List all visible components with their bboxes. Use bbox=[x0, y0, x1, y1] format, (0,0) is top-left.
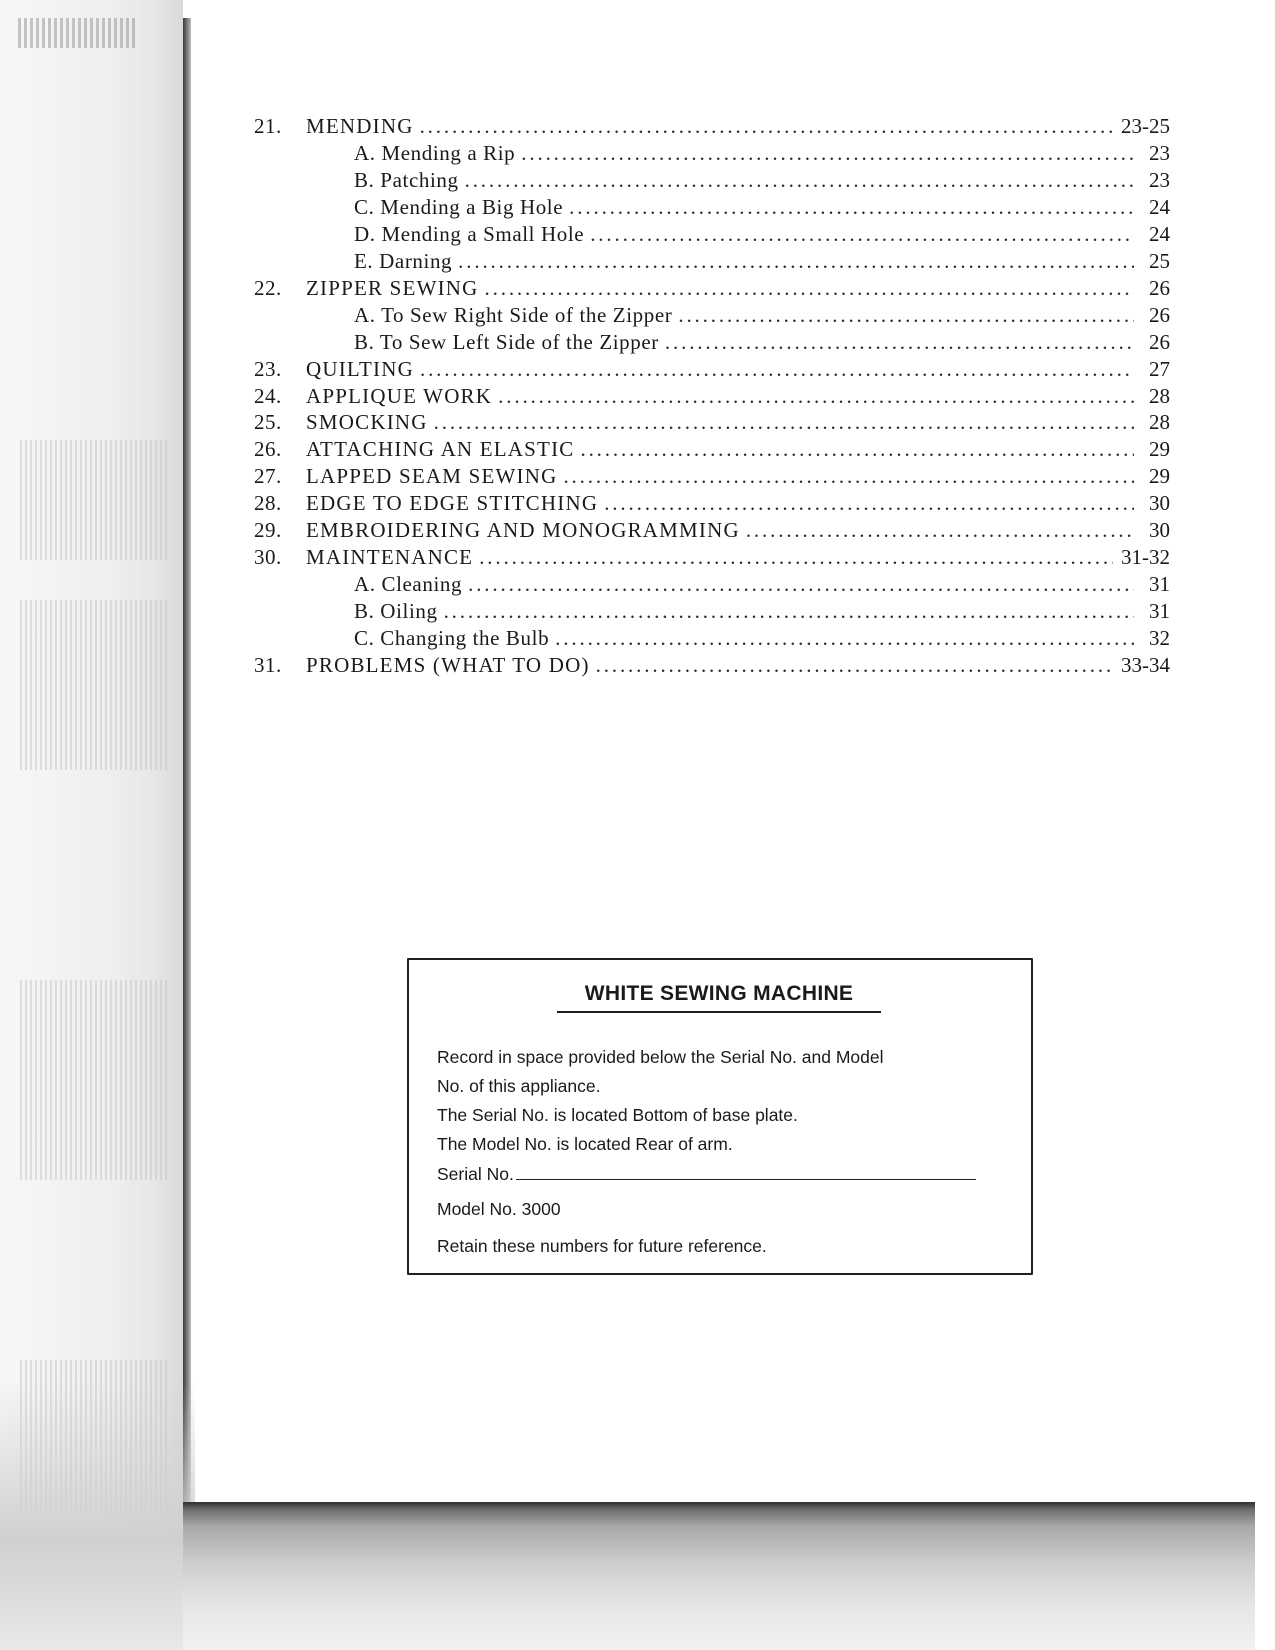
model-location-text: The Model No. is located Rear of arm. bbox=[437, 1134, 733, 1154]
dot-leader bbox=[498, 383, 1134, 410]
dot-leader bbox=[444, 598, 1134, 625]
serial-blank-line bbox=[516, 1163, 976, 1180]
toc-title: E. Darning bbox=[354, 249, 453, 273]
toc-page-number: 24 bbox=[1149, 222, 1170, 246]
dot-leader bbox=[521, 140, 1134, 167]
toc-page-number: 28 bbox=[1149, 410, 1170, 434]
toc-page-number: 33-34 bbox=[1121, 653, 1170, 677]
toc-entry bbox=[254, 409, 1170, 436]
scan-mark bbox=[18, 18, 136, 48]
toc-title: D. Mending a Small Hole bbox=[354, 222, 585, 246]
toc-title: APPLIQUE WORK bbox=[306, 384, 493, 408]
toc-page-number: 23-25 bbox=[1121, 114, 1170, 138]
serial-label: Serial No. bbox=[437, 1164, 514, 1184]
serial-record-box bbox=[407, 958, 1033, 1275]
toc-entry bbox=[354, 248, 1170, 275]
dot-leader bbox=[746, 517, 1134, 544]
toc-entry bbox=[254, 490, 1170, 517]
dot-leader bbox=[555, 625, 1134, 652]
box-title: WHITE SEWING MACHINE bbox=[584, 982, 854, 1005]
toc-number: 25. bbox=[254, 410, 282, 434]
toc-page-number: 23 bbox=[1149, 141, 1170, 165]
retain-note: Retain these numbers for future reference. bbox=[437, 1236, 767, 1256]
toc-number: 22. bbox=[254, 276, 282, 300]
dot-leader bbox=[580, 436, 1134, 463]
toc-page-number: 27 bbox=[1149, 357, 1170, 381]
toc-entry bbox=[354, 167, 1170, 194]
toc-title: PROBLEMS (WHAT TO DO) bbox=[306, 653, 590, 677]
toc-title: C. Mending a Big Hole bbox=[354, 195, 564, 219]
title-underline bbox=[557, 1011, 881, 1013]
toc-page-number: 31-32 bbox=[1121, 545, 1170, 569]
toc-title: EMBROIDERING AND MONOGRAMMING bbox=[306, 518, 740, 542]
dot-leader bbox=[465, 167, 1134, 194]
toc-entry bbox=[254, 275, 1170, 302]
toc-entry bbox=[354, 329, 1170, 356]
toc-entry bbox=[254, 517, 1170, 544]
dot-leader bbox=[468, 571, 1134, 598]
toc-title: B. To Sew Left Side of the Zipper bbox=[354, 330, 659, 354]
toc-entry bbox=[254, 383, 1170, 410]
toc-number: 23. bbox=[254, 357, 282, 381]
toc-entry bbox=[254, 356, 1170, 383]
toc-entry bbox=[254, 544, 1170, 571]
serial-number-field bbox=[437, 1163, 976, 1185]
instruction-line-2: No. of this appliance. bbox=[437, 1076, 601, 1096]
instruction-line-1: Record in space provided below the Serial No. and Model bbox=[437, 1047, 884, 1067]
dot-leader bbox=[485, 275, 1134, 302]
toc-title: A. Mending a Rip bbox=[354, 141, 516, 165]
toc-title: SMOCKING bbox=[306, 410, 428, 434]
dot-leader bbox=[479, 544, 1113, 571]
toc-title: QUILTING bbox=[306, 357, 414, 381]
toc-entry bbox=[354, 194, 1170, 221]
toc-page-number: 26 bbox=[1149, 303, 1170, 327]
dot-leader bbox=[563, 463, 1134, 490]
dot-leader bbox=[590, 221, 1134, 248]
toc-page-number: 24 bbox=[1149, 195, 1170, 219]
model-number-text: Model No. 3000 bbox=[437, 1199, 561, 1219]
scan-smudge bbox=[20, 980, 170, 1180]
toc-page-number: 23 bbox=[1149, 168, 1170, 192]
toc-number: 26. bbox=[254, 437, 282, 461]
toc-number: 31. bbox=[254, 653, 282, 677]
toc-entry bbox=[354, 571, 1170, 598]
toc-page-number: 25 bbox=[1149, 249, 1170, 273]
toc-page-number: 26 bbox=[1149, 330, 1170, 354]
toc-title: B. Oiling bbox=[354, 599, 438, 623]
toc-page-number: 29 bbox=[1149, 437, 1170, 461]
toc-entry bbox=[354, 625, 1170, 652]
toc-page-number: 30 bbox=[1149, 518, 1170, 542]
toc-number: 27. bbox=[254, 464, 282, 488]
toc-entry bbox=[254, 652, 1170, 679]
serial-location-text: The Serial No. is located Bottom of base plate. bbox=[437, 1105, 798, 1125]
toc-number: 29. bbox=[254, 518, 282, 542]
toc-page-number: 28 bbox=[1149, 384, 1170, 408]
toc-title: ATTACHING AN ELASTIC bbox=[306, 437, 575, 461]
toc-entry bbox=[254, 436, 1170, 463]
toc-title: MAINTENANCE bbox=[306, 545, 474, 569]
toc-title: MENDING bbox=[306, 114, 414, 138]
scan-corner-shadow bbox=[0, 1380, 195, 1650]
toc-page-number: 32 bbox=[1149, 626, 1170, 650]
toc-title: EDGE TO EDGE STITCHING bbox=[306, 491, 599, 515]
toc-entry bbox=[354, 140, 1170, 167]
page-bottom-shadow bbox=[183, 1502, 1255, 1650]
toc-page-number: 31 bbox=[1149, 599, 1170, 623]
toc-entry bbox=[354, 598, 1170, 625]
toc-entry bbox=[254, 463, 1170, 490]
page-corner bbox=[1261, 1502, 1275, 1650]
toc-title: B. Patching bbox=[354, 168, 459, 192]
toc-entry bbox=[254, 113, 1170, 140]
toc-title: A. To Sew Right Side of the Zipper bbox=[354, 303, 673, 327]
toc-title: LAPPED SEAM SEWING bbox=[306, 464, 558, 488]
dot-leader bbox=[604, 490, 1134, 517]
toc-title: C. Changing the Bulb bbox=[354, 626, 550, 650]
toc-number: 21. bbox=[254, 114, 282, 138]
scan-smudge bbox=[20, 600, 170, 770]
dot-leader bbox=[420, 356, 1134, 383]
toc-page-number: 30 bbox=[1149, 491, 1170, 515]
toc-number: 28. bbox=[254, 491, 282, 515]
dot-leader bbox=[665, 329, 1134, 356]
toc-entry bbox=[354, 302, 1170, 329]
scan-smudge bbox=[20, 440, 170, 560]
toc-page-number: 26 bbox=[1149, 276, 1170, 300]
dot-leader bbox=[434, 409, 1134, 436]
dot-leader bbox=[596, 652, 1113, 679]
dot-leader bbox=[678, 302, 1134, 329]
dot-leader bbox=[569, 194, 1134, 221]
toc-title: A. Cleaning bbox=[354, 572, 463, 596]
toc-page-number: 29 bbox=[1149, 464, 1170, 488]
dot-leader bbox=[420, 113, 1113, 140]
toc-number: 30. bbox=[254, 545, 282, 569]
toc-number: 24. bbox=[254, 384, 282, 408]
toc-title: ZIPPER SEWING bbox=[306, 276, 479, 300]
toc-entry bbox=[354, 221, 1170, 248]
toc-page-number: 31 bbox=[1149, 572, 1170, 596]
dot-leader bbox=[458, 248, 1134, 275]
